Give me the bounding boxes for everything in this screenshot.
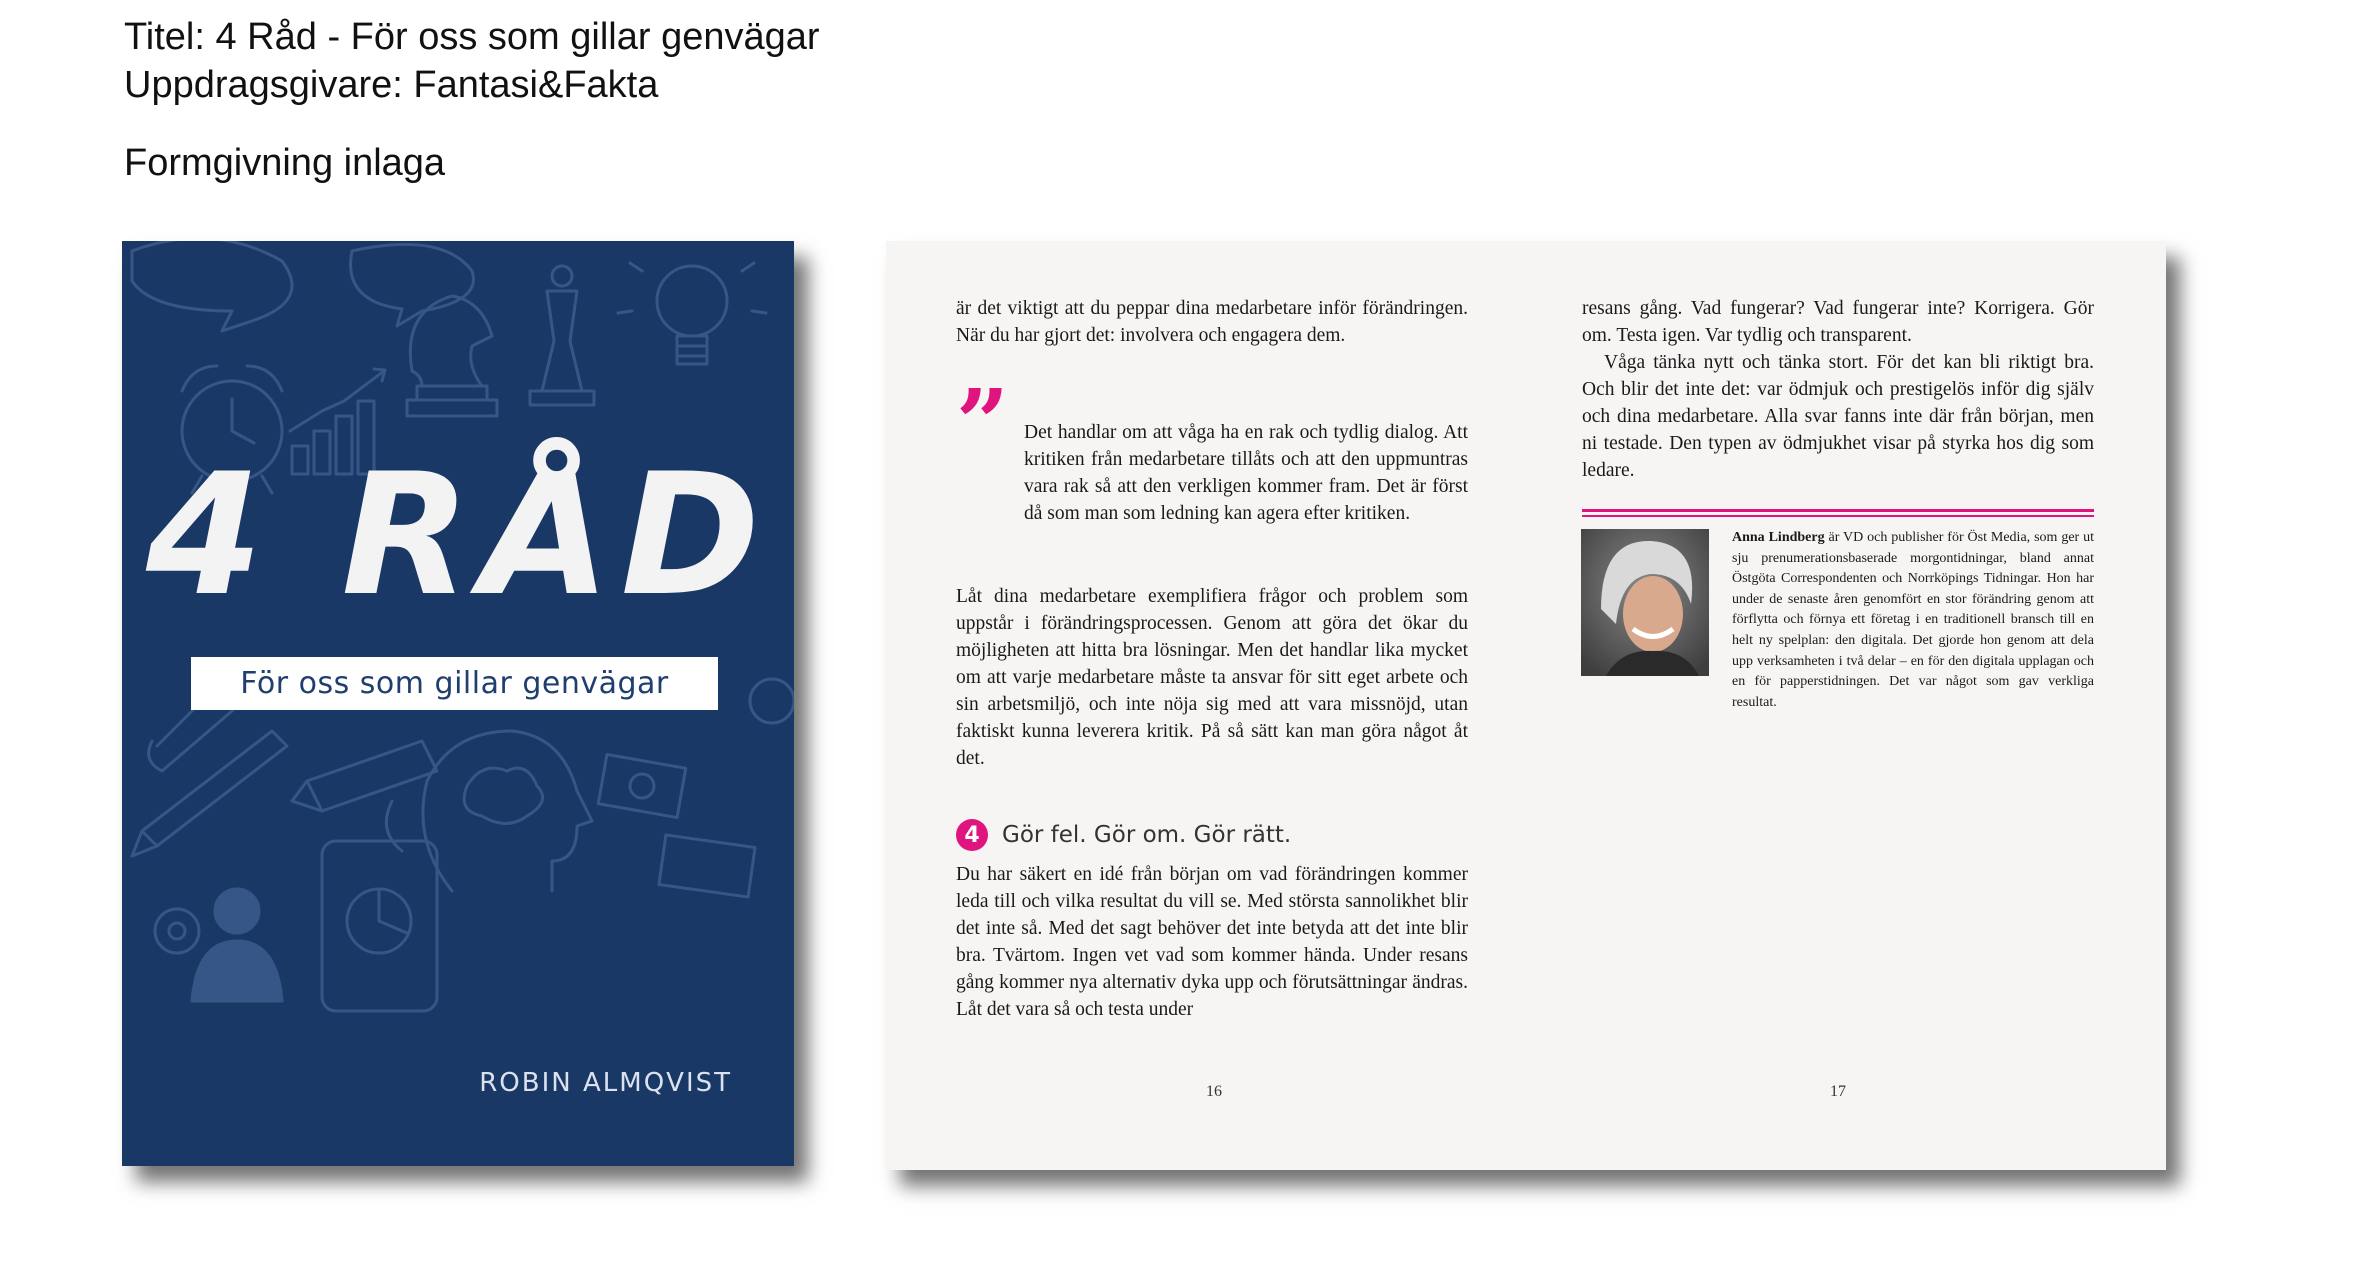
pull-quote [956,369,1468,546]
step-number-badge: 4 [956,819,988,851]
person-icon [192,889,282,1001]
speech-bubble-icon [132,241,292,331]
cover-subtitle-box [191,657,718,710]
divider-rule [1582,509,2094,512]
pen-icon [132,731,287,856]
body-paragraph: Låt dina medarbetare exemplifiera frågor och problem som uppstår i förändringsprocessen. Genom att göra det ökar du möjligheten att hitta bra lösningar. Men det handlar lika mycket om att varje medarbetare måste ta ansvar för sitt eget arbete och sin arbetsmiljö, och inte nöja sig med att vara missnöjd, utan faktiskt kunna leverera kritik. På så sätt kan man göra något åt det. [956,586,1468,769]
book-spread [886,241,2166,1170]
bio-name: Anna Lindberg [1732,530,1825,545]
chess-bishop-icon [530,266,594,405]
book-cover [122,241,794,1166]
author-bio [1732,528,2094,713]
tablet-icon [322,841,437,1011]
pull-quote-text: Det handlar om att våga ha en rak och tydlig dialog. Att kritiken från medarbetare tillåts och att den uppmuntras vara rak så att den verkligen kommer fram. Det är först då som man som ledning kan agera efter kritiken. [1024,421,1468,524]
page-number-left: 16 [1206,1083,1222,1100]
left-page-body [956,583,1468,772]
chess-knight-icon [407,296,497,416]
bio-text: är VD och publisher för Öst Media, som ger ut sju prenumerationsbaserade morgontidningar, bland annat Östgöta Correspondenten och Norrköpings Tidningar. Hon har under de senaste åren genomfört en stor förändring genom att förflytta och förnya ett företag i en traditionell bransch till en helt ny spelplan: den digitala. Det gjorde hon genom att dela upp verksamheten i två delar – en för den digitala upplagan och en för papperstidningen. Det var något som gav verkliga resultat. [1732,530,2094,710]
right-page-body [1582,295,2094,484]
quote-mark-icon: ” [956,369,1009,477]
money-icon [598,754,755,897]
step-body-paragraph: Du har säkert en idé från början om vad förändringen kommer leda till och vilka resultat du vill se. Med största sannolikhet blir det inte så. Med det sagt behöver det inte betyda att det inte blir bra. Tvärtom. Ingen vet vad som kommer hända. Under resans gång kommer nya alternativ dyka upp och förutsättningar ändras. Låt det vara så och testa under [956,864,1468,1020]
section-label: Formgivning inlaga [124,142,446,184]
cover-author: ROBIN ALMQVIST [479,1068,732,1098]
gear-icon [155,909,199,953]
speech-bubble-icon [351,244,474,326]
marker-icon [292,741,437,811]
divider-rule [1582,515,2094,517]
left-page-intro [956,295,1468,349]
head-brain-icon [386,731,592,891]
cover-title: 4 RÅD [145,437,771,633]
step-body [956,861,1468,1023]
cover-subtitle: För oss som gillar genvägar [240,666,669,701]
project-title: Titel: 4 Råd - För oss som gillar genvägar [124,16,820,58]
step-heading [956,819,1291,851]
right-paragraph-1: resans gång. Vad fungerar? Vad fungerar inte? Korrigera. Gör om. Testa igen. Var tydlig och transparent. [1582,298,2094,346]
page-number-right: 17 [1830,1083,1846,1100]
client-line: Uppdragsgivare: Fantasi&Fakta [124,64,659,106]
intro-paragraph: är det viktigt att du peppar dina medarbetare inför förändringen. När du har gjort det: involvera och engagera dem. [956,298,1468,346]
lightbulb-icon [618,263,766,364]
coin-icon [750,679,794,723]
right-paragraph-2: Våga tänka nytt och tänka stort. För det kan bli riktigt bra. Och blir det inte det: var ödmjuk och prestigelös inför dig själv och dina medarbetare. Alla svar fanns inte där från början, men ni testade. Den typen av ödmjukhet visar på styrka hos dig som ledare. [1582,352,2094,481]
author-portrait [1581,529,1709,676]
step-title: Gör fel. Gör om. Gör rätt. [1002,822,1292,848]
